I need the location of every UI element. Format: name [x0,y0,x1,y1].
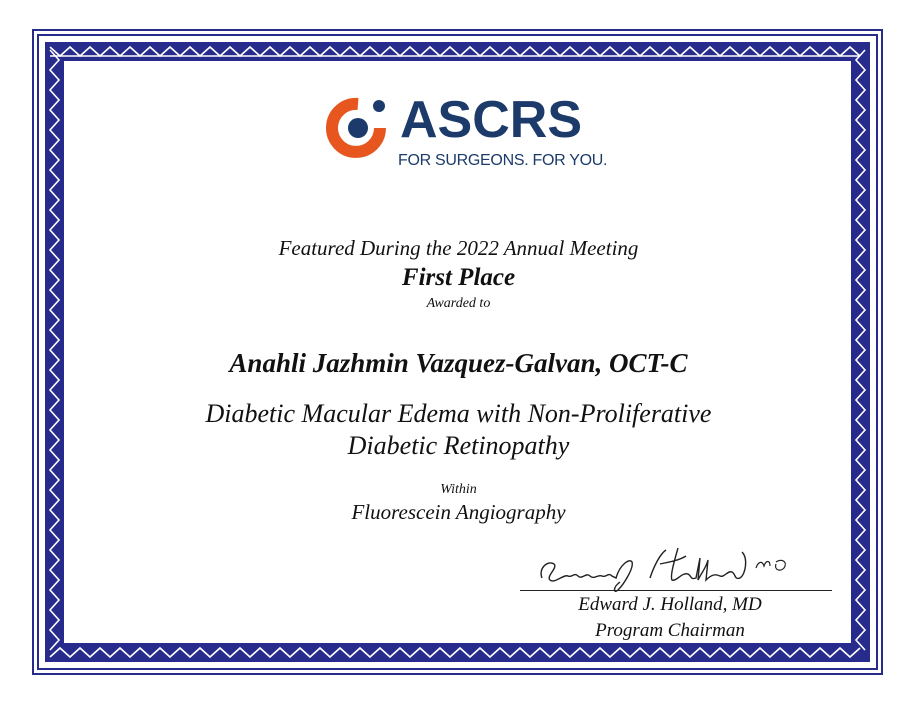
ascrs-logo-mark-icon [318,88,398,168]
logo-wordmark: ASCRS [400,91,583,149]
signature-line [520,590,832,591]
recipient-name: Anahli Jazhmin Vazquez-Galvan, OCT-C [229,348,688,378]
ascrs-logo [318,88,608,178]
handwritten-signature [520,538,832,594]
award-title: First Place [401,264,516,291]
awarded-to-label: Awarded to [426,296,491,311]
signer-role: Program Chairman [595,620,745,641]
logo-tagline: FOR SURGEONS. FOR YOU. [398,152,608,169]
category-name: Fluorescein Angiography [351,500,566,524]
featured-line: Featured During the 2022 Annual Meeting [278,236,639,260]
signer-name: Edward J. Holland, MD [578,594,762,615]
work-title [0,398,917,462]
within-label: Within [440,482,477,497]
work-title-text: Diabetic Macular Edema with Non-Proliferative Diabetic Retinopathy [205,399,712,460]
